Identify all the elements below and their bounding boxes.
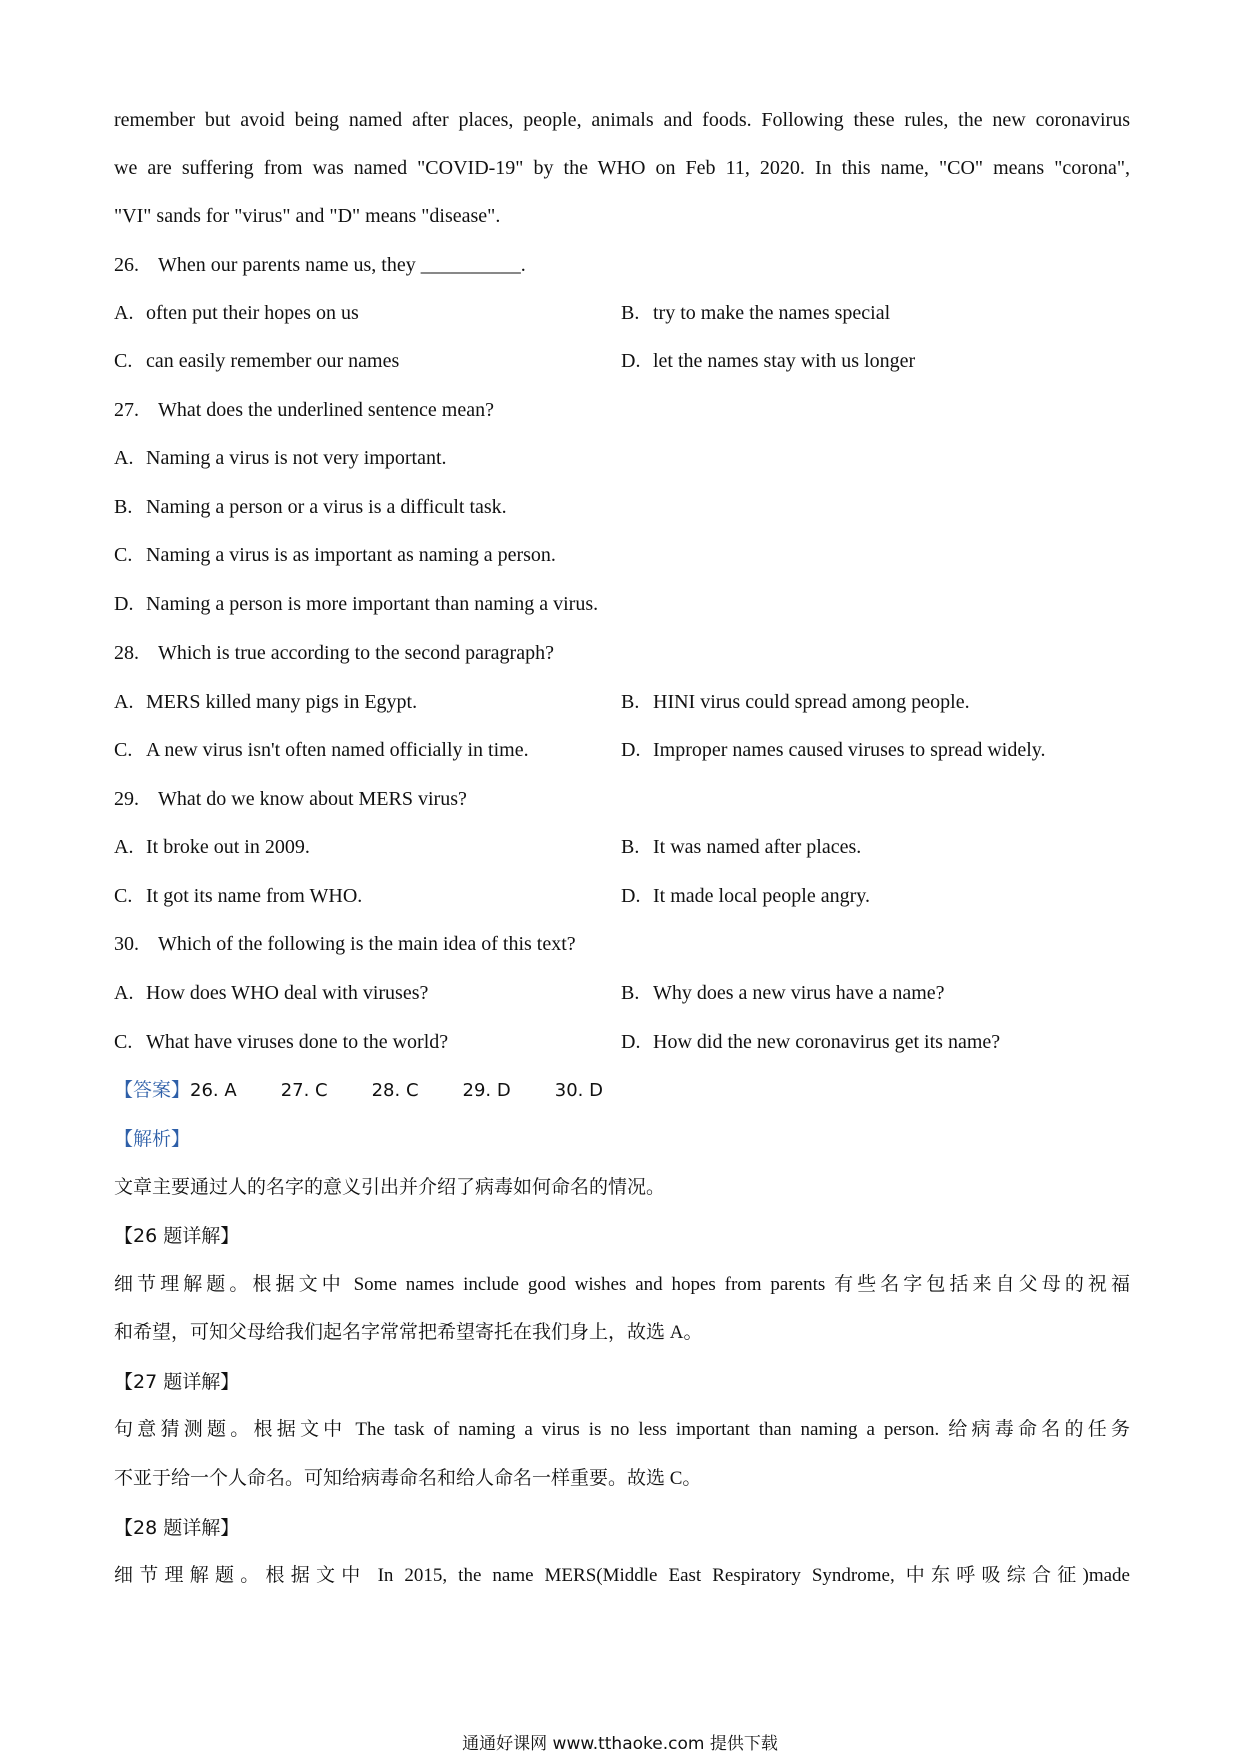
answer-line: [114, 1076, 1130, 1105]
answer-item: 30. D: [554, 1080, 603, 1101]
q27-option-b: B. Naming a person or a virus is a difficult task.: [114, 496, 507, 518]
question-27: [114, 396, 1130, 424]
q26-option-b: B. try to make the names special: [621, 302, 891, 324]
q26-option-d: D. let the names stay with us longer: [621, 350, 916, 372]
q28-detail-title: 【28 题详解】: [114, 1517, 240, 1539]
question-29: [114, 785, 1130, 813]
answer-label: 【答案】: [114, 1079, 191, 1101]
q27-option-a: A. Naming a virus is not very important.: [114, 447, 447, 469]
q28-option-c: C. A new virus isn't often named officially in time.: [114, 739, 529, 761]
q26-option-c: C. can easily remember our names: [114, 350, 400, 372]
question-number: 30.: [114, 933, 139, 955]
q29-option-b: B. It was named after places.: [621, 836, 862, 858]
passage-line-2: we are suffering from was named "COVID-19" by the WHO on Feb 11, 2020. In this name, "CO" means "corona",: [114, 157, 1130, 179]
q29-option-a: A. It broke out in 2009.: [114, 836, 310, 858]
question-text: What do we know about MERS virus?: [158, 788, 467, 810]
question-text: Which is true according to the second paragraph?: [158, 642, 554, 664]
analysis-summary: 文章主要通过人的名字的意义引出并介绍了病毒如何命名的情况。: [114, 1176, 666, 1198]
answer-item: 27. C: [280, 1080, 328, 1101]
q26-detail-title: 【26 题详解】: [114, 1225, 240, 1247]
question-26: [114, 251, 1130, 279]
q28-option-b: B. HINI virus could spread among people.: [621, 691, 970, 713]
q26-option-a: A. often put their hopes on us: [114, 302, 359, 324]
q30-option-d: D. How did the new coronavirus get its name?: [621, 1031, 1001, 1053]
question-28: [114, 639, 1130, 667]
q29-option-c: C. It got its name from WHO.: [114, 885, 363, 907]
passage-line-1: remember but avoid being named after places, people, animals and foods. Following these rules, the new coronavirus: [114, 109, 1130, 131]
q26-detail-line-1: 细节理解题。根据文中 Some names include good wishes and hopes from parents 有些名字包括来自父母的祝福: [114, 1274, 1130, 1295]
question-number: 28.: [114, 642, 139, 664]
question-number: 27.: [114, 399, 139, 421]
q29-option-d: D. It made local people angry.: [621, 885, 870, 907]
q27-detail-line-1: 句意猜测题。根据文中 The task of naming a virus is no less important than naming a person. 给病毒命名的任务: [114, 1419, 1130, 1440]
q27-detail-title: 【27 题详解】: [114, 1371, 240, 1393]
q27-option-c: C. Naming a virus is as important as naming a person.: [114, 544, 556, 566]
question-number: 29.: [114, 788, 139, 810]
question-text: Which of the following is the main idea of this text?: [158, 933, 576, 955]
analysis-label: 【解析】: [114, 1128, 191, 1150]
q30-option-b: B. Why does a new virus have a name?: [621, 982, 945, 1004]
question-30: [114, 930, 1130, 958]
q30-option-a: A. How does WHO deal with viruses?: [114, 982, 429, 1004]
passage-line-3: "VI" sands for "virus" and "D" means "disease".: [114, 205, 501, 227]
q30-option-c: C. What have viruses done to the world?: [114, 1031, 449, 1053]
q28-option-a: A. MERS killed many pigs in Egypt.: [114, 691, 418, 713]
footer-watermark: 通通好课网 www.tthaoke.com 提供下载: [462, 1734, 778, 1754]
question-text: What does the underlined sentence mean?: [158, 399, 494, 421]
answer-item: 26. A: [190, 1080, 237, 1101]
q26-detail-line-2: 和希望，可知父母给我们起名字常常把希望寄托在我们身上，故选 A。: [114, 1322, 703, 1343]
q27-detail-line-2: 不亚于给一个人命名。可知给病毒命名和给人命名一样重要。故选 C。: [114, 1468, 702, 1489]
answer-item: 28. C: [371, 1080, 419, 1101]
question-number: 26.: [114, 254, 139, 276]
answer-item: 29. D: [462, 1080, 511, 1101]
q28-option-d: D. Improper names caused viruses to spread widely.: [621, 739, 1046, 761]
question-text: When our parents name us, they __________.: [158, 254, 526, 276]
q27-option-d: D. Naming a person is more important than naming a virus.: [114, 593, 599, 615]
q28-detail-line-1: 细节理解题。根据文中 In 2015, the name MERS(Middle East Respiratory Syndrome, 中东呼吸综合征)made: [114, 1565, 1130, 1586]
